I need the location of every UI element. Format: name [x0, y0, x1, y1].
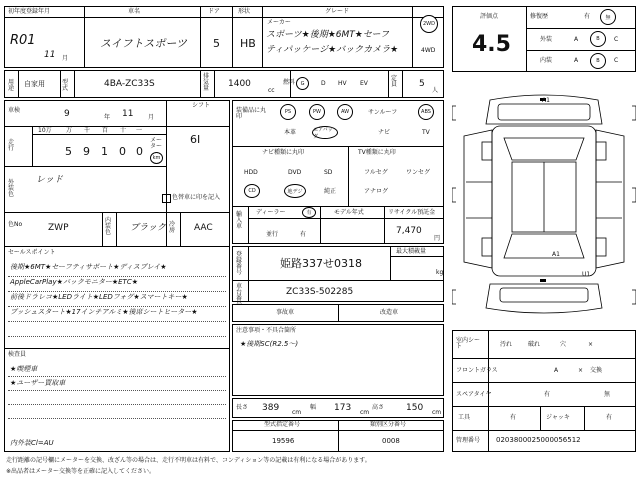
ext-grade-c: C	[614, 36, 619, 43]
int-grade-b: B	[596, 58, 600, 64]
equip-airbag[interactable]	[312, 126, 338, 139]
category-value: 0008	[382, 437, 400, 445]
spare-yes: 有	[544, 391, 551, 398]
history-opt-2: 有	[300, 231, 307, 238]
nav-dvd: DVD	[288, 169, 302, 176]
grade-line-1: スポーツ★後期★6MT★セーフ	[266, 30, 390, 40]
fuel-d-label: D	[321, 80, 326, 87]
spare-label: スペアタイヤ	[456, 391, 492, 398]
notes-label: 注意事項・不具合箇所	[236, 327, 297, 334]
glass-label: フロントガラス	[456, 367, 498, 374]
exterior-grade-label: 外装	[540, 36, 553, 43]
displacement-unit: cc	[268, 87, 275, 94]
ext-grade-a: A	[574, 36, 579, 43]
equip-ps-label: PS	[284, 109, 292, 115]
drive-2wd-label: 2WD	[423, 21, 435, 27]
seat-opt-1: 汚れ	[500, 341, 513, 348]
inspector-label: 検査員	[8, 351, 27, 358]
doors-label: ドア	[208, 8, 220, 15]
plate-value: 姫路337せ0318	[280, 257, 362, 270]
mileage-digit-0: 5	[65, 145, 72, 158]
mileage-unit-circle[interactable]	[150, 152, 163, 164]
score-label: 評価点	[480, 13, 499, 20]
inspection-label: 車検	[8, 107, 21, 114]
color-no-value: ZWP	[48, 223, 69, 233]
mileage-prefix: 10万	[38, 127, 52, 134]
fuel-ev-label: EV	[360, 80, 368, 87]
shape-value: HB	[240, 37, 256, 50]
fuel-label: 燃料	[283, 79, 296, 86]
car-name-value: スイフトスポーツ	[100, 37, 187, 50]
dealer-value: 有	[306, 210, 312, 216]
mileage-digit-1: 9	[83, 145, 90, 158]
equip-ps[interactable]	[280, 104, 296, 120]
equip-airbag-label: エアバッグ	[313, 126, 333, 140]
car-name-label: 車名	[128, 8, 141, 15]
ext-grade-b-circle[interactable]	[590, 31, 606, 47]
length-unit: cm	[292, 409, 302, 416]
model-year-label: モデル年式	[334, 209, 364, 216]
nav-type-label: ナビ種類に丸印	[262, 149, 305, 156]
max-load-unit: kg	[436, 269, 444, 276]
nav-chideji[interactable]	[284, 184, 306, 198]
recycle-value: 7,470	[396, 226, 422, 236]
equip-pw-label: PW	[313, 109, 321, 115]
exterior-value: レッド	[36, 175, 63, 185]
glass-opt-1: A	[554, 367, 559, 374]
diagram-mark-1: A1	[542, 97, 550, 104]
equip-aw-label: AW	[340, 109, 350, 115]
max-load-label: 最大積載量	[396, 248, 427, 255]
grade-line-2: ティパッケージ★バックカメラ★	[266, 45, 399, 55]
notes-box	[232, 324, 444, 396]
int-grade-a: A	[574, 57, 579, 64]
nav-hdd: HDD	[244, 169, 258, 176]
footer-line-2: ※出品者はメーター交換等を正確に記入してください。	[6, 468, 156, 475]
height-value: 150	[406, 403, 424, 413]
interior-color-label: 内装色	[105, 217, 112, 236]
doors-value: 5	[213, 37, 220, 50]
shift-label: シフト	[192, 102, 211, 109]
recycle-unit: 円	[434, 235, 441, 242]
width-value: 173	[334, 403, 352, 413]
repair-yes: 有	[584, 13, 591, 20]
int-grade-c: C	[614, 57, 619, 64]
color-change-note: 色替車に印を記入	[172, 194, 221, 201]
grade-label: グレード	[325, 8, 350, 15]
mileage-head-4: 一	[136, 127, 143, 134]
jack-label: ジャッキ	[546, 414, 570, 421]
fuel-g-label: G	[300, 80, 305, 87]
nav-genuine: 純正	[324, 188, 337, 195]
usage-value: 自家用	[24, 80, 45, 88]
sales-point-label: セールスポイント	[8, 249, 56, 256]
mileage-digit-2: 1	[101, 145, 108, 158]
inspection-year: 9	[64, 109, 70, 119]
reg-month-value: 11	[44, 50, 56, 60]
equip-leather: 本革	[284, 129, 297, 136]
equip-nav: ナビ	[378, 129, 391, 136]
model-label: 型式	[62, 79, 69, 92]
grade-maker-label: メーカー	[267, 19, 291, 26]
ac-value: AAC	[194, 223, 213, 233]
usage-label: 用途	[8, 79, 15, 92]
interior-color-value: ブラック	[130, 223, 166, 233]
mileage-label: 走行	[8, 139, 15, 152]
seat-opt-2: 破れ	[528, 341, 541, 348]
tv-type-label: TV種類に丸印	[358, 149, 396, 156]
exterior-label: 外装色	[8, 179, 15, 198]
mileage-digit-3: 0	[119, 145, 126, 158]
category-label: 類別区分番号	[370, 421, 407, 428]
capacity-label: 定員	[391, 75, 398, 88]
plate-label: 登録番号	[236, 251, 243, 276]
diagram-mark-2: A1	[552, 251, 560, 258]
equip-sunroof: サンルーフ	[368, 109, 398, 116]
equip-abs-label: ABS	[421, 109, 431, 115]
seat-opt-4: ×	[588, 341, 594, 348]
shift-value: 6I	[190, 133, 201, 146]
displacement-value: 1400	[228, 79, 251, 89]
mileage-head-2: 百	[102, 127, 109, 134]
import-label: 輸入車	[236, 211, 243, 230]
glass-opt-2: ×	[578, 367, 584, 374]
capacity-unit: 人	[432, 87, 439, 94]
glass-opt-3: 交換	[590, 367, 603, 374]
dealer-label: ディーラー	[256, 209, 286, 216]
color-no-label: 色No	[8, 221, 23, 228]
mileage-head-1: 千	[84, 127, 91, 134]
seat-opt-3: 穴	[560, 341, 567, 348]
equip-tv: TV	[422, 129, 430, 136]
recycle-label: リサイクル預託金	[388, 209, 436, 216]
car-damage-diagram	[452, 78, 636, 324]
fuel-hv-label: HV	[338, 80, 347, 87]
height-label: 高さ	[372, 404, 385, 411]
notes-value: ★後期SC(R2.5〜)	[240, 340, 299, 348]
tool-label: 工具	[458, 414, 471, 421]
sales-point-line-1: 後期★6MT★セーフティサポート★ディスプレイ★	[10, 263, 167, 271]
inspector-line-1: ★喫煙車	[10, 365, 38, 373]
length-label: 長さ	[236, 404, 249, 411]
ac-label: 冷房	[169, 221, 176, 234]
displacement-label: 排気量	[203, 73, 210, 92]
mileage-head-3: 十	[120, 127, 127, 134]
jack-value: 有	[606, 414, 613, 421]
manage-label: 管理番号	[456, 437, 481, 444]
repair-history-label: 修復歴	[530, 13, 549, 20]
modified-label: 改造車	[380, 309, 399, 316]
shape-label: 形状	[238, 8, 251, 15]
nav-chideji-label: 地デジ	[287, 188, 303, 195]
chassis-value: ZC33S-502285	[286, 287, 354, 297]
dealer-value-circle[interactable]	[302, 207, 316, 218]
fuel-g-circle[interactable]	[296, 77, 309, 90]
inspector-extra: 内外装Cl=AU	[10, 439, 54, 447]
model-no-label: 型式指定番号	[264, 421, 301, 428]
mileage-unit: km	[152, 155, 161, 161]
tv-analog: アナログ	[364, 188, 389, 195]
tv-oneseg: ワンセグ	[406, 169, 431, 176]
nav-cd-label: CD	[248, 188, 256, 194]
color-change-box[interactable]	[162, 194, 171, 203]
inspection-year-unit: 年	[104, 114, 111, 121]
equipment-label: 装備品に丸印	[236, 107, 267, 120]
chassis-label: 車台番	[236, 283, 243, 302]
seat-label: 室内シート	[456, 337, 481, 350]
drive-2wd-circle[interactable]	[420, 15, 438, 33]
inspection-month: 11	[122, 109, 134, 119]
reg-year-label: 初年度登録年月	[8, 8, 51, 15]
inspection-month-unit: 月	[148, 114, 155, 121]
meter-label: メーター	[150, 137, 163, 150]
tv-fullseg: フルセグ	[364, 169, 388, 176]
history-opt-1: 並行	[266, 231, 279, 238]
mileage-head-0: 万	[66, 127, 73, 134]
equip-abs[interactable]	[418, 104, 434, 120]
inspector-line-2: ★ユーザー買取車	[10, 379, 66, 387]
manage-value: 0203800025000056512	[496, 436, 581, 444]
model-no-value: 19596	[272, 437, 295, 445]
footer-line-1: 走行距離の記号欄にメーターを交換、改ざん等の場合は、走行不明車は有料で、コンディション等の記載は有利になる場合があります。	[6, 457, 371, 464]
ext-grade-b: B	[596, 36, 600, 42]
sales-point-line-4: プッシュスタート★17インチアルミ★後席シートヒーター★	[10, 308, 198, 316]
diagram-mark-3: U1	[582, 271, 591, 278]
reg-year-value: R01	[10, 33, 36, 48]
tool-value: 有	[510, 414, 517, 421]
sales-point-line-3: 前後ドラレコ★LEDライト★LEDフォグ★スマートキー★	[10, 293, 188, 301]
sales-point-line-2: AppleCarPlay★バックモニター★ETC★	[10, 278, 138, 286]
model-value: 4BA-ZC33S	[104, 79, 155, 89]
reg-month-unit: 月	[62, 55, 69, 62]
spare-no: 無	[604, 391, 611, 398]
nav-cd[interactable]	[244, 184, 260, 198]
length-value: 389	[262, 403, 280, 413]
int-grade-b-circle[interactable]	[590, 53, 606, 69]
score-value: 4.5	[472, 32, 511, 57]
equip-pw[interactable]	[309, 104, 325, 120]
width-unit: cm	[360, 409, 370, 416]
mileage-digit-4: 0	[136, 145, 143, 158]
repair-no: 無	[605, 14, 611, 21]
height-unit: cm	[432, 409, 442, 416]
accident-label: 事故車	[276, 309, 295, 316]
nav-sd: SD	[324, 169, 333, 176]
repair-no-circle[interactable]	[600, 9, 616, 25]
drive-4wd-label: 4WD	[421, 47, 436, 54]
width-label: 幅	[310, 404, 317, 411]
interior-grade-label: 内装	[540, 57, 553, 64]
capacity-value: 5	[419, 79, 425, 89]
equip-aw[interactable]	[337, 104, 353, 120]
